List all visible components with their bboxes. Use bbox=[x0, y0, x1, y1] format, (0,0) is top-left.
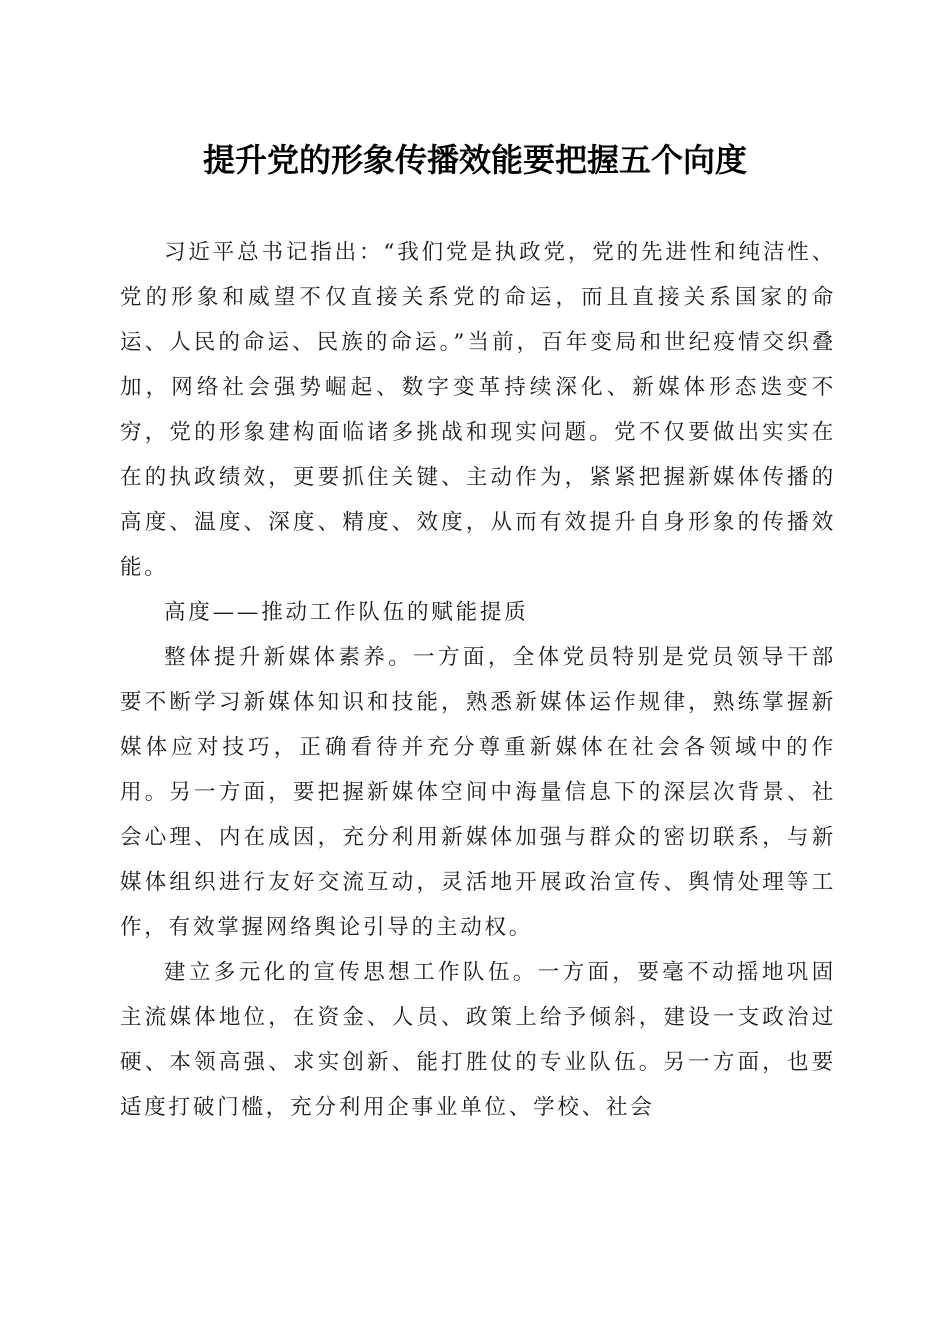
document-body bbox=[120, 230, 836, 1130]
paragraph-intro: 习近平总书记指出：“我们党是执政党，党的先进性和纯洁性、党的形象和威望不仅直接关系党的命运，而且直接关系国家的命运、人民的命运、民族的命运。”当前，百年变局和世纪疫情交织叠加，网络社会强势崛起、数字变革持续深化、新媒体形态迭变不穷，党的形象建构面临诸多挑战和现实问题。党不仅要做出实实在在的执政绩效，更要抓住关键、主动作为，紧紧把握新媒体传播的高度、温度、深度、精度、效度，从而有效提升自身形象的传播效能。 bbox=[120, 240, 836, 580]
section-heading-altitude: 高度——推动工作队伍的赋能提质 bbox=[164, 600, 529, 625]
paragraph-media-literacy: 整体提升新媒体素养。一方面，全体党员特别是党员领导干部要不断学习新媒体知识和技能，熟悉新媒体运作规律，熟练掌握新媒体应对技巧，正确看待并充分尊重新媒体在社会各领域中的作用。另一方面，要把握新媒体空间中海量信息下的深层次背景、社会心理、内在成因，充分利用新媒体加强与群众的密切联系，与新媒体组织进行友好交流互动，灵活地开展政治宣传、舆情处理等工作，有效掌握网络舆论引导的主动权。 bbox=[120, 645, 836, 940]
document-title: 提升党的形象传播效能要把握五个向度 bbox=[202, 141, 747, 179]
paragraph-propaganda-team: 建立多元化的宣传思想工作队伍。一方面，要毫不动摇地巩固主流媒体地位，在资金、人员、政策上给予倾斜，建设一支政治过硬、本领高强、求实创新、能打胜仗的专业队伍。另一方面，也要适度打破门槛，充分利用企事业单位、学校、社会 bbox=[120, 960, 836, 1120]
